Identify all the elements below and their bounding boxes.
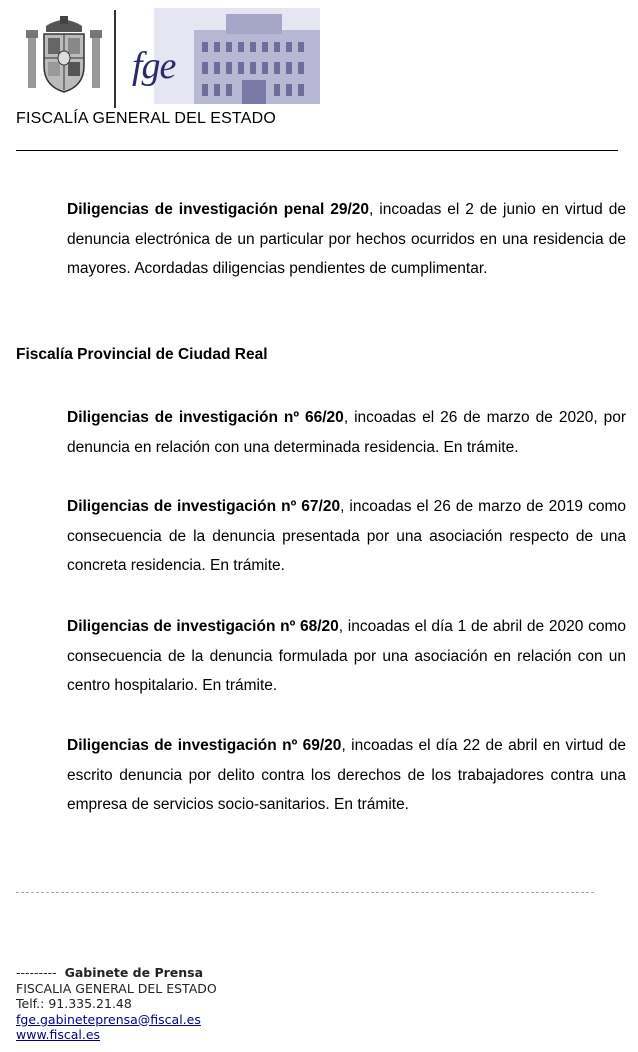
header-rule — [16, 150, 618, 151]
paragraph-lead: Diligencias de investigación nº 68/20 — [67, 618, 339, 635]
paragraph-text: , incoadas el 2 de junio en virtud de denuncia electrónica de un particular por hechos ocurridos en una residencia de mayores. Acordadas diligencias pendientes de cumplimentar. — [67, 201, 626, 277]
paragraph-lead: Diligencias de investigación nº 67/20 — [67, 498, 341, 515]
paragraph-diligencias-29-20 — [67, 195, 626, 284]
paragraph-lead: Diligencias de investigación nº 66/20 — [67, 409, 344, 426]
section-title: Fiscalía Provincial de Ciudad Real — [16, 346, 268, 363]
fge-logo: fge — [132, 45, 176, 87]
footer-divider — [16, 892, 594, 893]
footer-email-link[interactable]: fge.gabineteprensa@fiscal.es — [16, 1011, 201, 1027]
footer-title-line — [16, 965, 217, 981]
footer-org: FISCALIA GENERAL DEL ESTADO — [16, 980, 217, 996]
footer-web-link[interactable]: www.fiscal.es — [16, 1027, 101, 1042]
agency-name: FISCALÍA GENERAL DEL ESTADO — [16, 110, 276, 127]
coat-of-arms-icon — [24, 14, 104, 96]
letterhead — [0, 0, 638, 160]
paragraph-diligencias-66-20 — [67, 403, 626, 462]
footer-title: Gabinete de Prensa — [64, 965, 204, 980]
paragraph-text: , incoadas el día 22 de abril en virtud de escrito denuncia por delito contra los derechos de los trabajadores contra una empresa de servicios socio-sanitarios. En trámite. — [67, 737, 626, 813]
paragraph-lead: Diligencias de investigación nº 69/20 — [67, 737, 342, 754]
footer-dashes: --------- — [16, 965, 57, 980]
paragraph-text: , incoadas el 26 de marzo de 2020, por denuncia en relación con una determinada residencia. En trámite. — [67, 409, 627, 456]
paragraph-lead: Diligencias de investigación penal 29/20 — [67, 201, 370, 218]
paragraph-text: , incoadas el día 1 de abril de 2020 como consecuencia de la denuncia formulada por una asociación en relación con un centro hospitalario. En trámite. — [67, 618, 626, 694]
building-logo-icon — [154, 8, 320, 104]
paragraph-diligencias-68-20 — [67, 612, 626, 701]
paragraph-diligencias-67-20 — [67, 492, 626, 581]
press-footer — [16, 965, 217, 1043]
paragraph-text: , incoadas el 26 de marzo de 2019 como consecuencia de la denuncia presentada por una asociación respecto de una concreta residencia. En trámite. — [67, 498, 627, 574]
header-divider — [114, 10, 116, 108]
footer-phone: Telf.: 91.335.21.48 — [16, 996, 132, 1011]
paragraph-diligencias-69-20 — [67, 731, 626, 820]
